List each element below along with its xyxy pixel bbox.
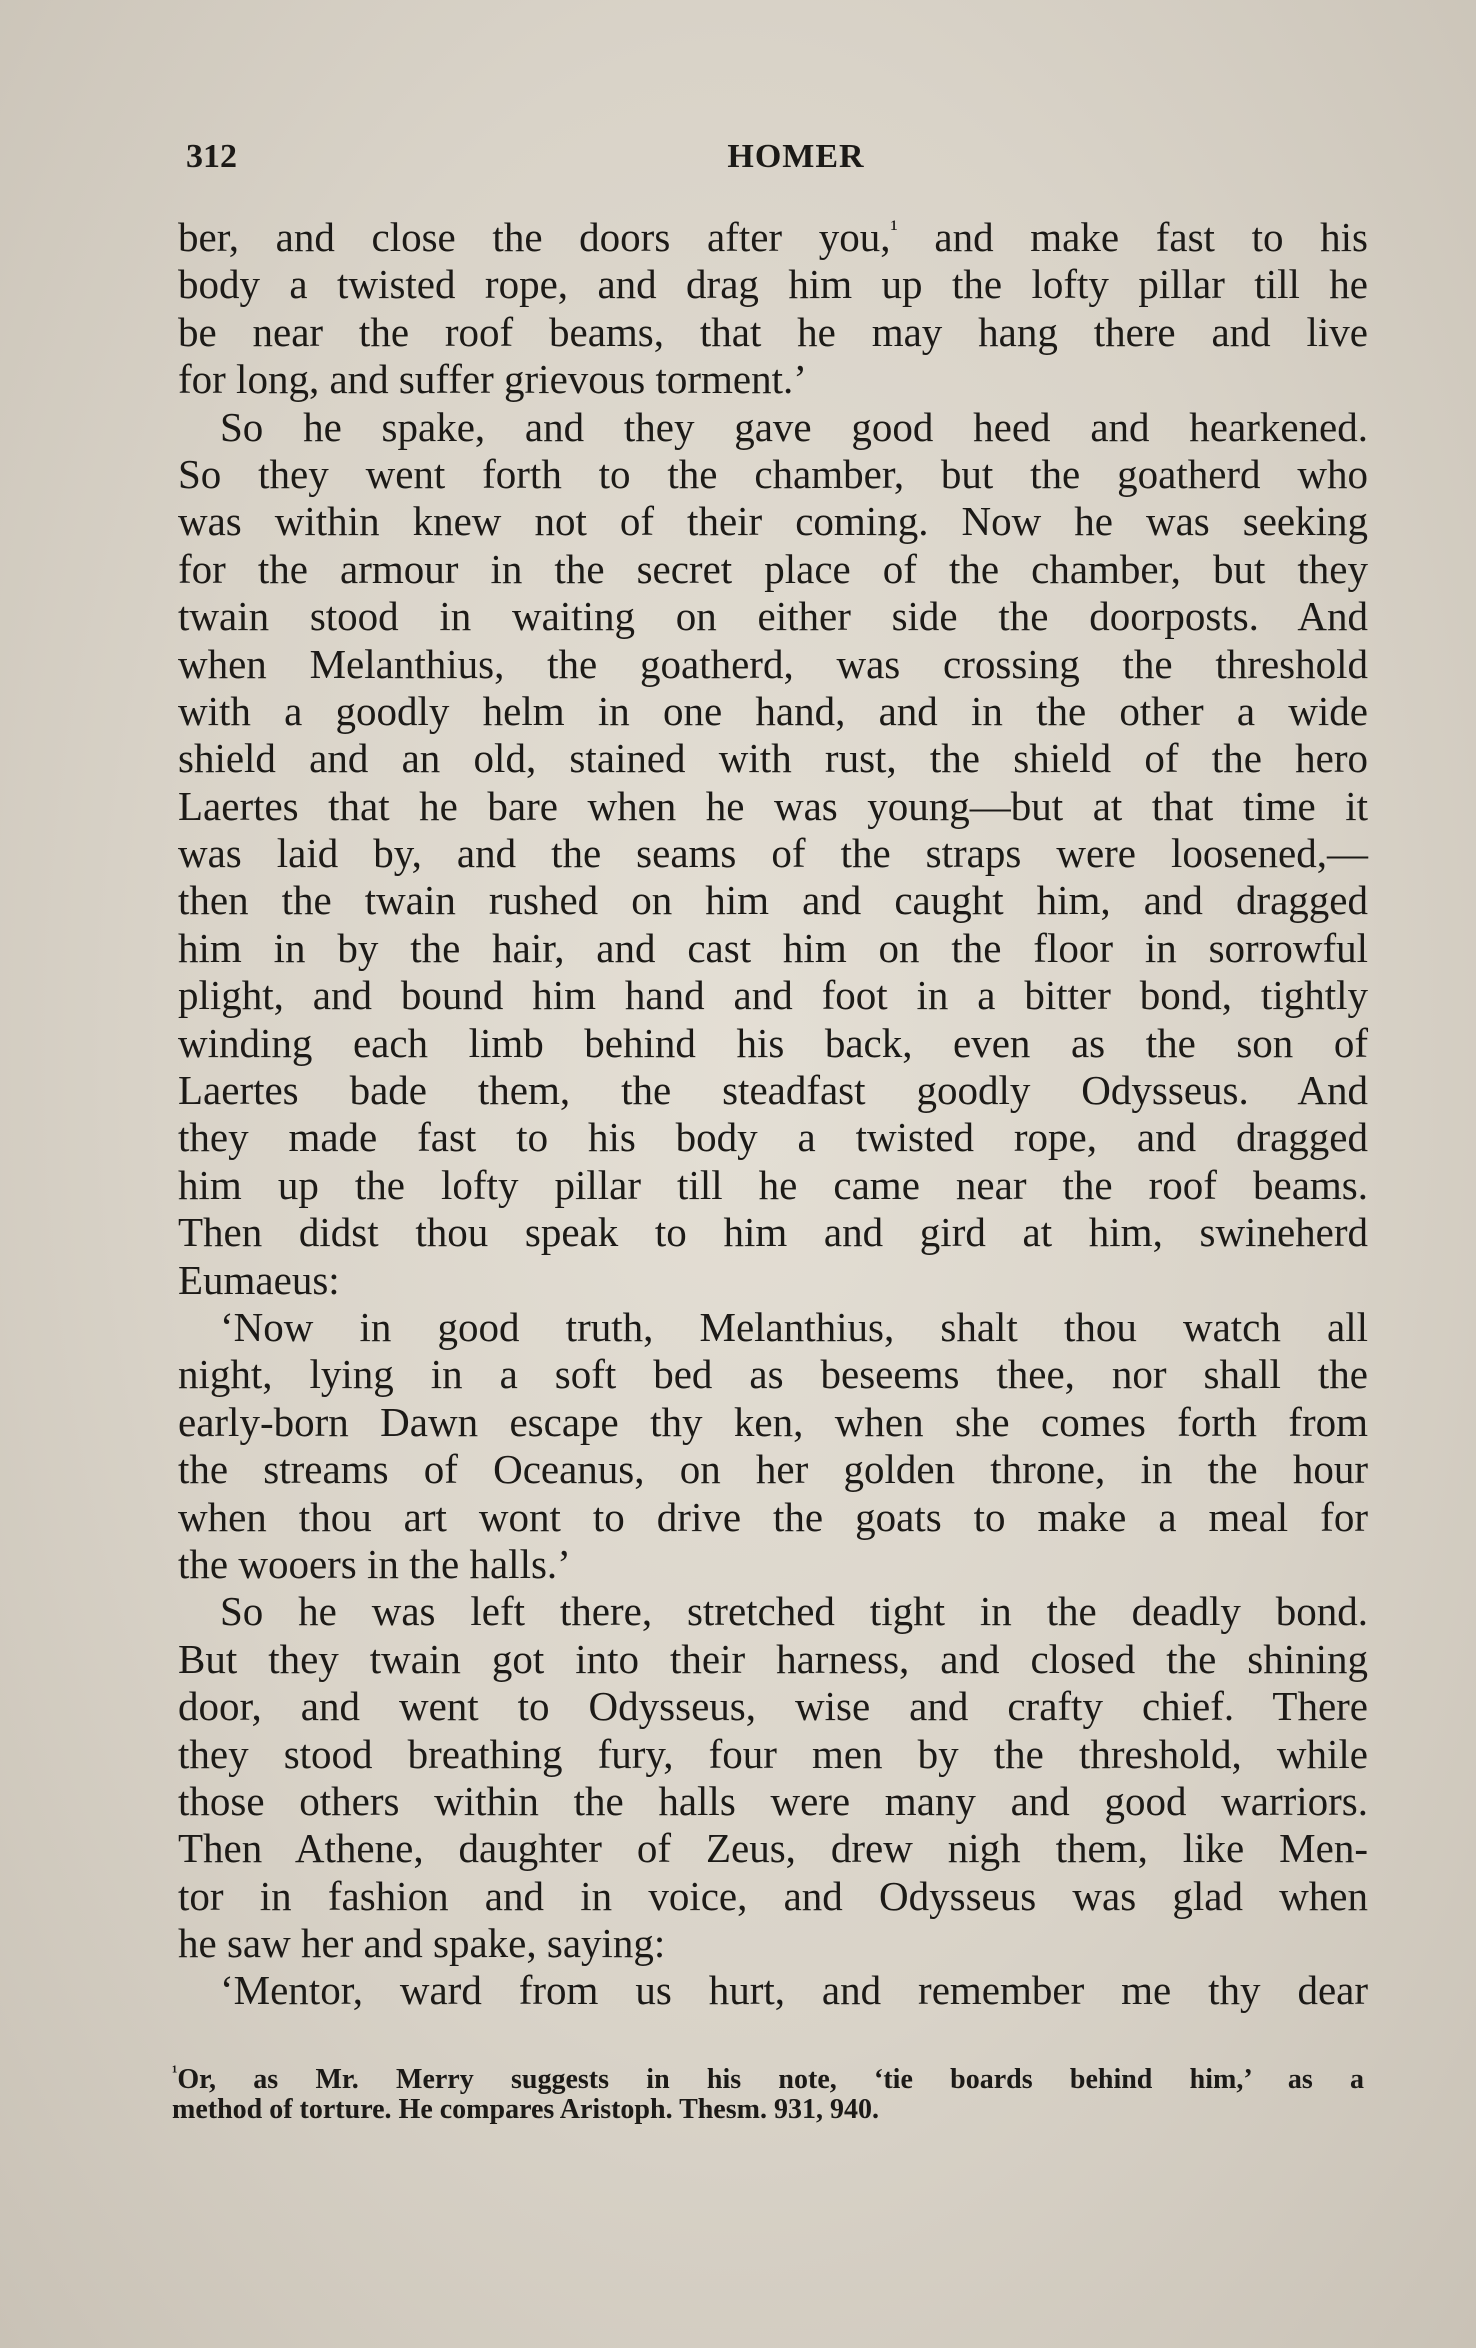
text-line-content: they made fast to his body a twisted rope, and dragged <box>178 1114 1368 1161</box>
text-line-content: door, and went to Odysseus, wise and crafty chief. There <box>178 1683 1368 1730</box>
text-line-content: for long, and suffer grievous torment.’ <box>178 356 807 403</box>
text-line-content: was within knew not of their coming. Now he was seeking <box>178 498 1368 545</box>
footnote <box>172 2061 1364 2125</box>
text-line-content: Then Athene, daughter of Zeus, drew nigh them, like Men- <box>178 1825 1368 1872</box>
text-line-content: the wooers in the halls.’ <box>178 1540 571 1587</box>
text-line-content: for the armour in the secret place of the chamber, but they <box>178 545 1368 592</box>
text-line <box>178 1399 1368 1446</box>
text-line-content: when Melanthius, the goatherd, was crossing the threshold <box>178 640 1368 687</box>
footnote-reference: ¹ <box>890 216 898 243</box>
text-line <box>178 546 1368 593</box>
text-line-content: Eumaeus: <box>178 1256 340 1303</box>
text-line <box>178 214 1368 261</box>
running-head <box>186 138 1366 188</box>
text-line <box>178 1541 1368 1588</box>
text-line-content: him in by the hair, and cast him on the floor in sorrowful <box>178 924 1368 971</box>
text-line <box>178 593 1368 640</box>
text-line <box>178 1209 1368 1256</box>
running-title: HOMER <box>727 138 865 175</box>
text-line <box>178 1162 1368 1209</box>
footnote-line <box>172 2061 1364 2095</box>
text-line-content: So they went forth to the chamber, but the goatherd who <box>178 450 1368 497</box>
text-line-content: he saw her and spake, saying: <box>178 1920 666 1967</box>
text-line-content: those others within the halls were many and good warriors. <box>178 1777 1368 1824</box>
text-line <box>178 783 1368 830</box>
text-line <box>178 261 1368 308</box>
text-line-content: ber, and close the doors after you, <box>178 214 891 260</box>
text-line-content: with a goodly helm in one hand, and in the other a wide <box>178 687 1368 734</box>
text-line-content: tor in fashion and in voice, and Odysseus was glad when <box>178 1872 1368 1919</box>
text-line <box>178 1351 1368 1398</box>
text-line <box>178 877 1368 924</box>
text-line-content: plight, and bound him hand and foot in a bitter bond, tightly <box>178 972 1368 1019</box>
text-line <box>178 1825 1368 1872</box>
text-line-content: night, lying in a soft bed as beseems thee, nor shall the <box>178 1351 1368 1398</box>
text-line <box>178 1873 1368 1920</box>
page-number: 312 <box>186 138 237 175</box>
text-line <box>178 1636 1368 1683</box>
text-line-continuation: and make fast to his <box>897 214 1368 260</box>
text-line <box>178 1683 1368 1730</box>
text-line-content: ‘Mentor, ward from us hurt, and remember me thy dear <box>220 1967 1368 2014</box>
text-line-content: Laertes that he bare when he was young—but at that time it <box>178 782 1368 829</box>
text-line-content: twain stood in waiting on either side the doorposts. And <box>178 593 1368 640</box>
text-line-content: So he was left there, stretched tight in the deadly bond. <box>220 1588 1368 1635</box>
text-line-content: But they twain got into their harness, and closed the shining <box>178 1635 1368 1682</box>
text-line-content: body a twisted rope, and drag him up the lofty pillar till he <box>178 261 1368 308</box>
text-line <box>178 1304 1368 1351</box>
footnote-line <box>172 2095 1364 2125</box>
body-text <box>178 214 1368 2015</box>
text-line-content: then the twain rushed on him and caught him, and dragged <box>178 877 1368 924</box>
text-line <box>178 1446 1368 1493</box>
text-line <box>178 1967 1368 2014</box>
text-line-content: the streams of Oceanus, on her golden throne, in the hour <box>178 1446 1368 1493</box>
text-line <box>178 830 1368 877</box>
text-line <box>178 735 1368 782</box>
text-line <box>178 356 1368 403</box>
footnote-mark: ¹ <box>172 2061 178 2082</box>
text-line <box>178 1588 1368 1635</box>
text-line-content: when thou art wont to drive the goats to make a meal for <box>178 1493 1368 1540</box>
text-line-content: was laid by, and the seams of the straps were loosened,— <box>178 830 1368 877</box>
text-line-content: winding each limb behind his back, even as the son of <box>178 1019 1368 1066</box>
text-line <box>178 1020 1368 1067</box>
text-line <box>178 925 1368 972</box>
text-line <box>178 1114 1368 1161</box>
text-line-content: So he spake, and they gave good heed and hearkened. <box>220 403 1368 450</box>
text-line-content: him up the lofty pillar till he came near the roof beams. <box>178 1161 1368 1208</box>
text-line <box>178 972 1368 1019</box>
text-line <box>178 1731 1368 1778</box>
text-line <box>178 498 1368 545</box>
footnote-text-2: method of torture. He compares Aristoph. Thesm. 931, 940. <box>172 2094 879 2125</box>
text-line <box>178 1257 1368 1304</box>
text-line <box>178 309 1368 356</box>
text-line <box>178 451 1368 498</box>
text-line <box>178 1494 1368 1541</box>
text-line-content: they stood breathing fury, four men by the threshold, while <box>178 1730 1368 1777</box>
text-line <box>178 688 1368 735</box>
text-line <box>178 1778 1368 1825</box>
footnote-text-1: Or, as Mr. Merry suggests in his note, ‘tie boards behind him,’ as a <box>177 2064 1364 2095</box>
text-line <box>178 404 1368 451</box>
text-line-content: ‘Now in good truth, Melanthius, shalt thou watch all <box>220 1303 1368 1350</box>
text-line-content: early-born Dawn escape thy ken, when she comes forth from <box>178 1398 1368 1445</box>
text-line-content: shield and an old, stained with rust, the shield of the hero <box>178 735 1368 782</box>
text-line <box>178 641 1368 688</box>
text-line-content: be near the roof beams, that he may hang there and live <box>178 308 1368 355</box>
text-line <box>178 1920 1368 1967</box>
text-line-content: Then didst thou speak to him and gird at him, swineherd <box>178 1209 1368 1256</box>
text-line <box>178 1067 1368 1114</box>
text-line-content: Laertes bade them, the steadfast goodly Odysseus. And <box>178 1067 1368 1114</box>
